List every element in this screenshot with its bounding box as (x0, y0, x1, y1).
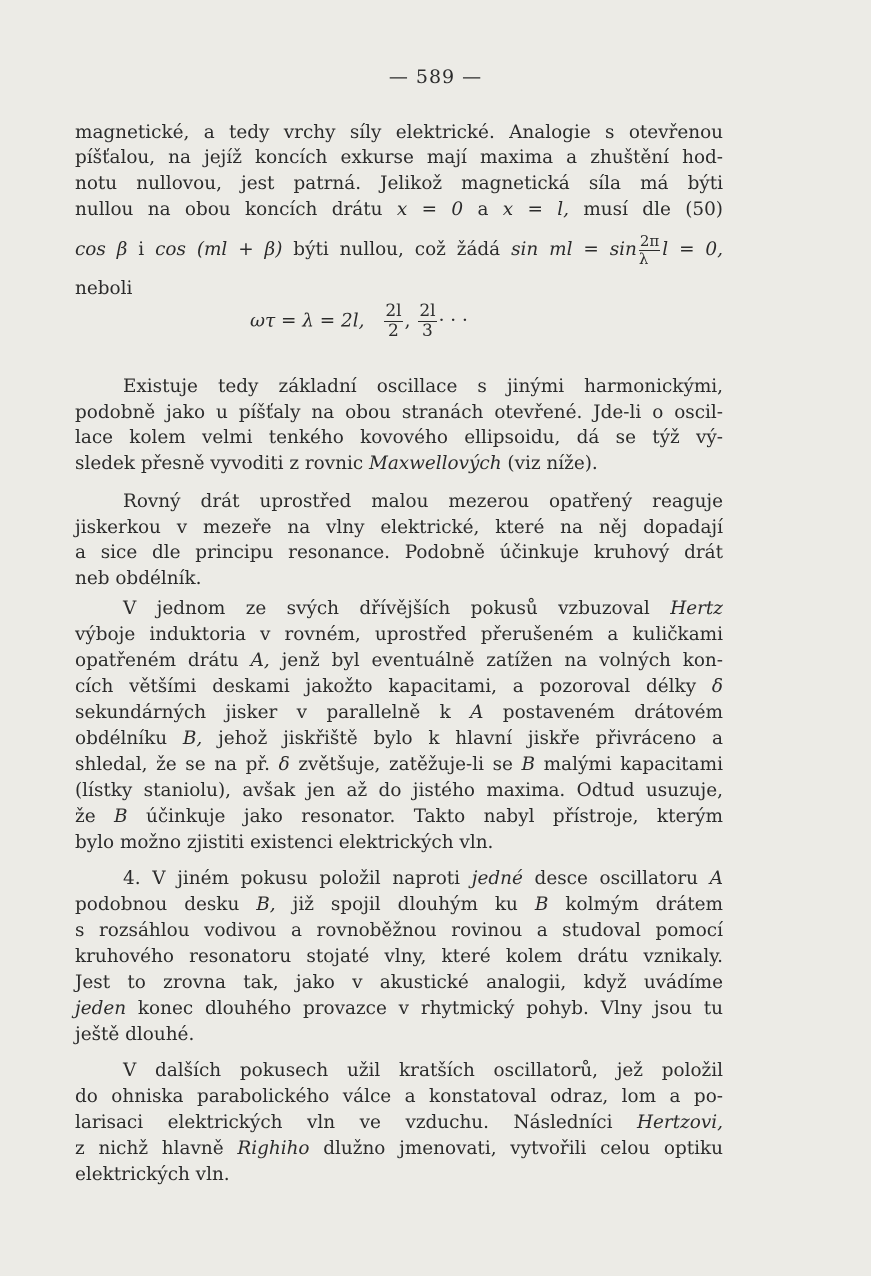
text-line: výboje induktoria v rovném, uprostřed přerušeném a kuličkami (75, 624, 723, 645)
fraction: $\frac{2\pi}{\lambda}$ (638, 231, 660, 268)
text-line: Jest to zrovna tak, jako v akustické analogii, když uvádíme (75, 972, 723, 993)
text-line: V jednom ze svých dřívějších pokusů vzbuzoval Hertz (123, 598, 723, 619)
display-formula: ωτ = λ = 2l, $\frac{2l}{2}$ , $\frac{2l}{3}$ · · · (250, 301, 468, 341)
text-line: sledek přesně vyvoditi z rovnic Maxwellových (viz níže). (75, 453, 598, 474)
math-line: cos β i cos (ml + β) býti nullou, což žádá sin ml = sin $\frac{2\pi}{\lambda}$ l = 0, (75, 231, 723, 268)
text-line: larisaci elektrických vln ve vzduchu. Následníci Hertzovi, (75, 1112, 723, 1133)
text-line: lace kolem velmi tenkého kovového ellipsoidu, dá se týž vý- (75, 427, 723, 448)
text-line: V dalších pokusech užil kratších oscillatorů, jež položil (123, 1060, 723, 1081)
fraction: $\frac{2l}{2}$ (385, 301, 402, 341)
text-line: neboli (75, 278, 133, 299)
text-line: (lístky staniolu), avšak jen až do jistého maxima. Odtud usuzuje, (75, 780, 723, 801)
text-line: 4. V jiném pokusu položil naproti jedné desce oscillatoru A (123, 868, 723, 889)
text-line: podobně jako u píšťaly na obou stranách otevřené. Jde-li o oscil- (75, 402, 723, 423)
text-line: a sice dle principu resonance. Podobně účinkuje kruhový drát (75, 542, 723, 563)
fraction: $\frac{2l}{3}$ (419, 301, 436, 341)
text-line: do ohniska parabolického válce a konstatoval odraz, lom a po- (75, 1086, 723, 1107)
text-line: notu nullovou, jest patrná. Jelikož magnetická síla má býti (75, 173, 723, 194)
text-line: že B účinkuje jako resonator. Takto nabyl přístroje, kterým (75, 806, 723, 827)
text-line: kruhového resonatoru stojaté vlny, které kolem drátu vznikaly. (75, 946, 723, 967)
text-line: ještě dlouhé. (75, 1024, 195, 1045)
text-line: Rovný drát uprostřed malou mezerou opatřený reaguje (123, 491, 723, 512)
text-line: magnetické, a tedy vrchy síly elektrické. Analogie s otevřenou (75, 122, 723, 143)
text-line: s rozsáhlou vodivou a rovnoběžnou rovinou a studoval pomocí (75, 920, 723, 941)
text-line: elektrických vln. (75, 1164, 230, 1185)
text-line: jeden konec dlouhého provazce v rhytmický pohyb. Vlny jsou tu (75, 998, 723, 1019)
page-number: — 589 — (388, 66, 483, 88)
text-line: z nichž hlavně Righiho dlužno jmenovati, vytvořili celou optiku (75, 1138, 723, 1159)
text-line: jiskerkou v mezeře na vlny elektrické, které na něj dopadají (75, 517, 723, 538)
text-line: píšťalou, na jejíž koncích exkurse mají maxima a zhuštění hod- (75, 147, 723, 168)
text-line: opatřeném drátu A, jenž byl eventuálně zatížen na volných kon- (75, 650, 723, 671)
text-line: podobnou desku B, již spojil dlouhým ku B kolmým drátem (75, 894, 723, 915)
text-line: neb obdélník. (75, 568, 202, 589)
text-line: bylo možno zjistiti existenci elektrických vln. (75, 832, 494, 853)
text-line: cích většími deskami jakožto kapacitami, a pozoroval délky δ (75, 676, 723, 697)
text-line: sekundárných jisker v parallelně k A postaveném drátovém (75, 702, 723, 723)
text-line: nullou na obou koncích drátu x = 0 a x = l, musí dle (50) (75, 199, 723, 220)
text-line: shledal, že se na př. δ zvětšuje, zatěžuje-li se B malými kapacitami (75, 754, 723, 775)
text-line: Existuje tedy základní oscillace s jinými harmonickými, (123, 376, 723, 397)
text-line: obdélníku B, jehož jiskřiště bylo k hlavní jiskře přivráceno a (75, 728, 723, 749)
